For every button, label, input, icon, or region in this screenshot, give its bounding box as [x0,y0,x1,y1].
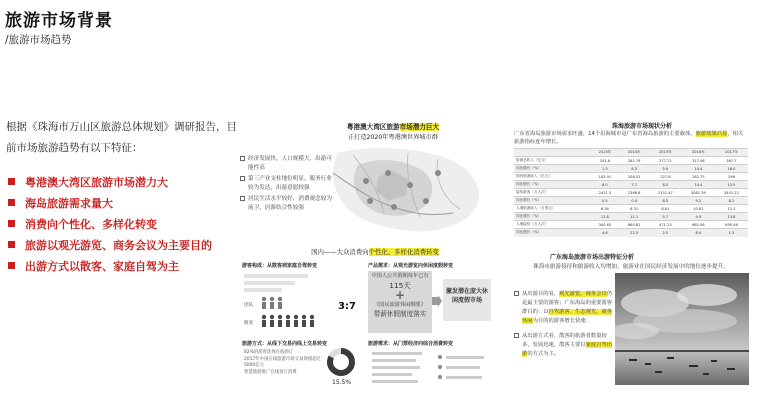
table-row: 同比增长（%） 4.6 22.5 2.5 8.4 1.3 [514,229,748,237]
red-square-icon [8,220,15,227]
red-square-icon [8,178,15,185]
zhuhai-analysis-text: 广东省海岛旅游市场需求旺盛，14个沿海城市是广东省海岛旅游的主要载体，旅游效果凸显，相关旅游指标连年增长。 [514,131,744,145]
trend-bullet: 旅游以观光游览、商务会议为主要目的 [6,235,212,256]
trend-bullet: 消费向个性化、多样化转变 [6,214,212,235]
zhuhai-market-analysis-panel [508,115,752,238]
group-label: 团队 [244,303,254,308]
holiday-info-text: 中国人公共假期每年已有 115天 + 《国民旅游休闲纲要》 带薪休假制度落实 [368,272,432,319]
individual-label: 散客 [244,321,254,326]
table-row: 国内旅游收入（亿元） 183.91 208.52 227.8 262.75 296 [514,173,748,181]
page-subtitle: /旅游市场趋势 [5,34,72,46]
visitor-composition-text [244,273,308,292]
table-header-row: 2013年 2014年 2015年 2016年 2017年 [514,149,748,157]
trend-bullet: 粤港澳大湾区旅游市场潜力大 [6,172,212,193]
table-row: 入境旅游收入（万美元） 6.36 6.31 6.61 10.81 12.1 [514,205,748,213]
table-row: 同比增长（%） 1.3 8.3 5.9 14.4 16.0 [514,165,748,173]
island-feature-note: 从出游目的看，观光游览、商务会议仍是最主要的游客；广东海岛的重要游客群目的：以自驾游客、生态观光、商务休闲为目的的游客增长快速； [514,290,614,326]
checkbox-icon [240,156,245,161]
bay-area-note: 居民生活水平较好，消费观念较为前卫，居游结合性较强 [240,195,334,212]
table-row: 同比增长（%） 8.0 7.7 8.5 14.4 15.5 [514,181,748,189]
table-row: 入境接待（万人次） 340.65 860.81 471.23 662.56 695.46 [514,221,748,229]
red-square-icon [8,241,15,248]
online-share-donut [326,347,356,377]
trend-bullet-list [6,172,212,277]
plus-icon: + [394,288,406,302]
bay-area-note: 第三产业支柱地位明显，服务行业较为发达，出游意愿较强 [240,175,334,192]
red-square-icon [8,199,15,206]
zhuhai-analysis-title: 珠海旅游市场现状分析 [612,123,673,130]
person-icons [260,295,340,331]
callout-text: 激发潜在庞大休闲度假市场 [445,288,488,304]
table-row: 接待游客（万人次） 2411.3 2368.6 2151.47 3081.39 3401.22 [514,189,748,197]
checkbox-icon [514,333,519,338]
seascape-photo [615,273,749,385]
bay-area-notes [240,155,334,215]
market-title: 国内——大众消费向个性化、多样化消费转变 [311,248,439,256]
visitor-composition-title: 游客构成：从散客到家庭自驾转变 [242,263,318,269]
bay-area-title: 粤港澳大湾区旅游市场潜力巨大 正打造2020年粤港澳世界城市群 [346,123,440,141]
pie-percentage: 15.5% [332,379,352,386]
table-row: 同比增长（%） 0.5 0.4 8.5 9.2 8.2 [514,197,748,205]
checkbox-icon [240,176,245,181]
checkbox-icon [514,291,519,296]
red-square-icon [8,262,15,269]
intro-paragraph: 根据《珠海市万山区旅游总体规划》调研报告，目前市场旅游趋势有以下特征： [6,121,237,154]
product-demand-title: 产品需求：从观光游览向休闲度假转变 [368,263,454,269]
page-title: 旅游市场背景 [5,11,113,31]
island-feature-notes [514,290,614,365]
table-row: 旅游总收入（亿元） 241.8 261.79 277.72 317.06 367.7 [514,157,748,165]
island-feature-subtitle: 珠海市旅游接待和旅游收入均增加，旅游业在国民经济发展中的地位逐步提升。 [533,264,729,270]
group-individual-ratio: 3:7 [338,301,356,312]
tourism-stats-table [514,148,748,237]
table-row: 同比增长（%） 12.8 11.1 5.7 9.5 13.8 [514,213,748,221]
tourism-demand-title: 旅游需求：从门票经济向综合消费转变 [368,341,454,347]
checkbox-icon [240,196,245,201]
demand-list-graphic [368,349,490,389]
trend-bullet: 海岛旅游需求量大 [6,193,212,214]
travel-mode-list: 82%的游客选择在线预订 2017年中国在线旅游市场交易规模超过5000亿元 智慧旅游推广在线预订消费 [244,350,322,375]
travel-mode-title: 旅游方式：从线下交易向线上交易转变 [242,341,328,347]
bay-area-market-panel [238,115,496,417]
arrow-right-icon [432,295,442,307]
island-tourism-feature-panel [508,246,752,417]
island-feature-title: 广东海岛旅游市场出游特征分析 [550,254,635,261]
bay-area-note: 经济发展快，人口规模大，出游可能性高 [240,155,334,172]
island-feature-note: 从出游方式看，散客的旅游者数量较多，发展迅速，散客主要以家庭自驾出游的方式为主。 [514,332,614,359]
trend-bullet: 出游方式以散客、家庭自驾为主 [6,256,212,277]
